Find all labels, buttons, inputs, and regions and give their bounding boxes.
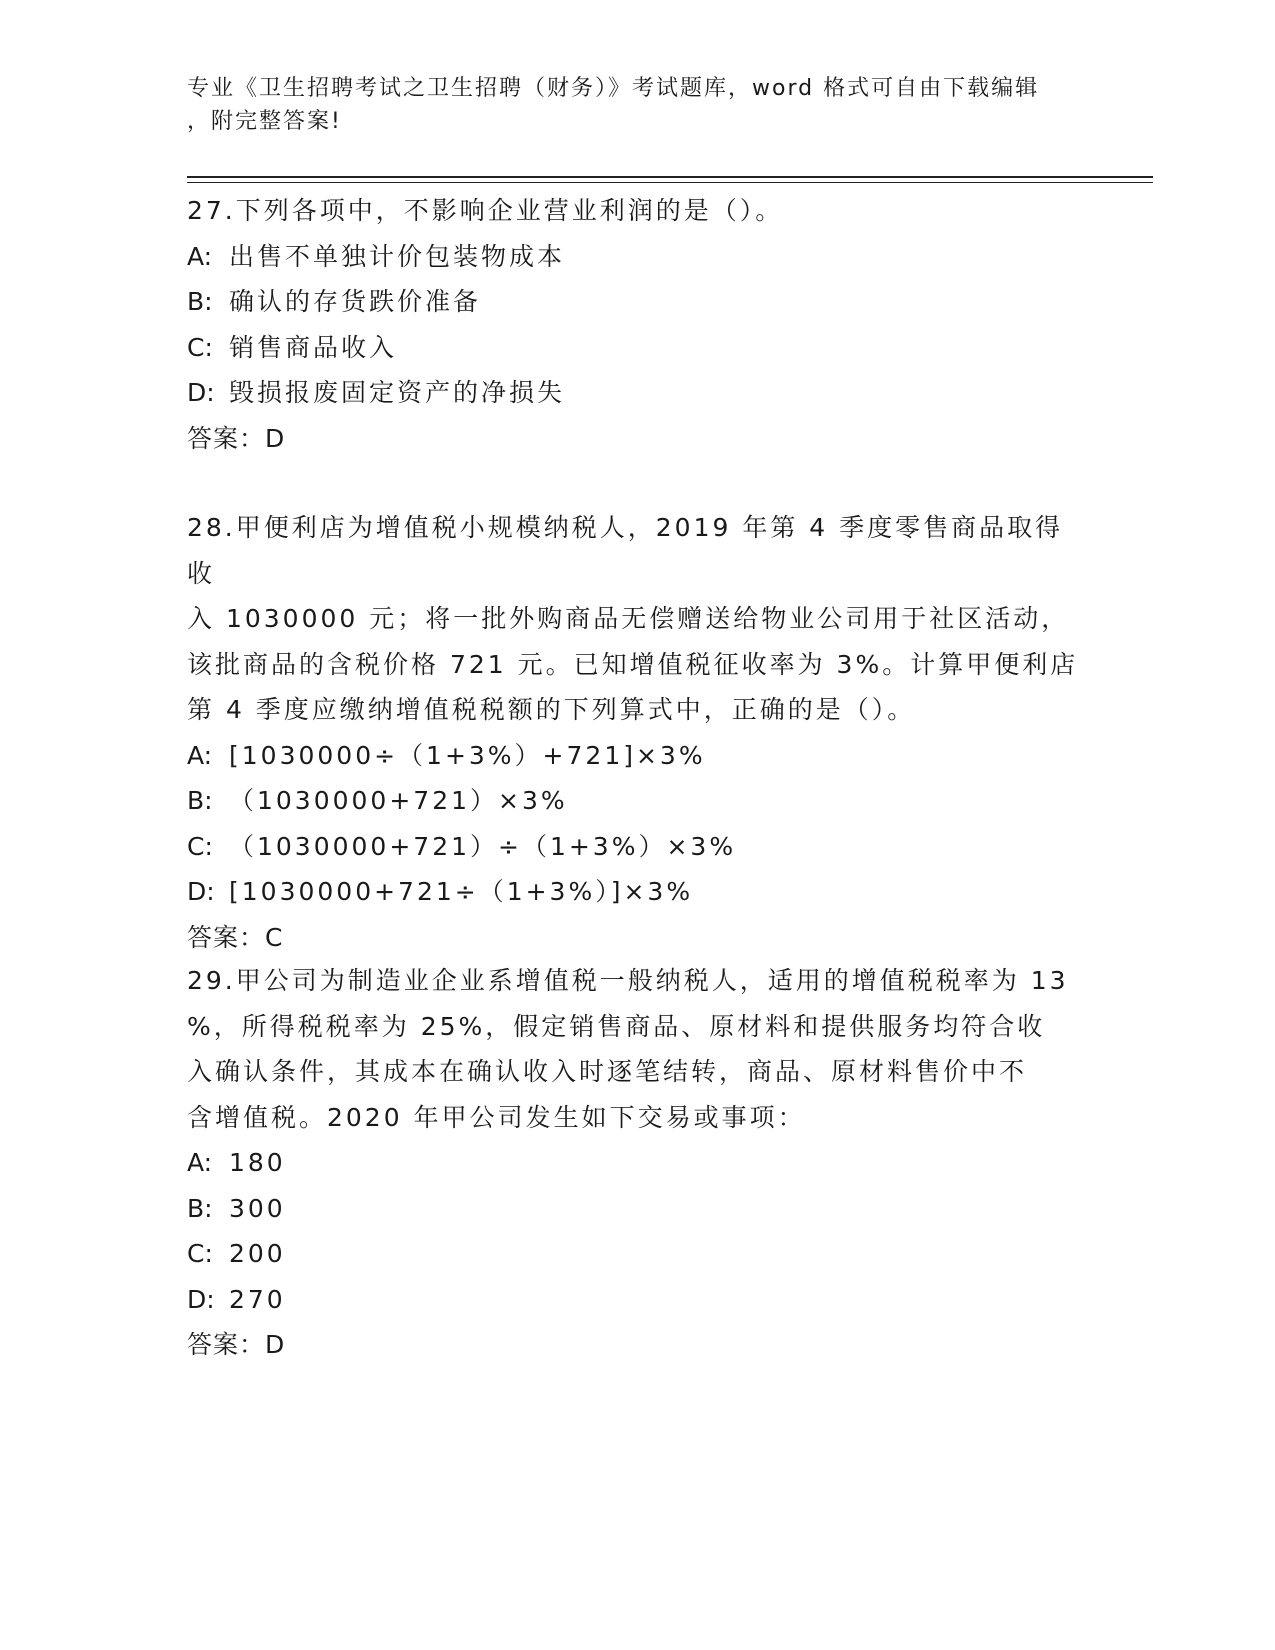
document-header bbox=[187, 72, 1067, 138]
option-text: 300 bbox=[229, 1193, 286, 1223]
option-d bbox=[187, 370, 1087, 416]
option-a bbox=[187, 234, 1087, 280]
question-stem-line: 该批商品的含税价格 721 元。已知增值税征收率为 3%。计算甲便利店 bbox=[187, 649, 1079, 679]
question-stem-line: 28.甲便利店为增值税小规模纳税人，2019 年第 4 季度零售商品取得收 bbox=[187, 513, 1064, 588]
question-stem-line: 入确认条件，其成本在确认收入时逐笔结转，商品、原材料售价中不 bbox=[187, 1057, 1028, 1086]
header-divider-thin bbox=[187, 182, 1153, 183]
option-text: 出售不单独计价包装物成本 bbox=[229, 241, 566, 271]
header-line-2: ，附完整答案! bbox=[187, 109, 342, 134]
option-text: （1030000+721）×3% bbox=[229, 786, 568, 815]
question-stem-line: 含增值税。2020 年甲公司发生如下交易或事项： bbox=[187, 1102, 806, 1132]
option-c bbox=[187, 824, 1087, 870]
question-stem-line: 第 4 季度应缴纳增值税税额的下列算式中，正确的是（）。 bbox=[187, 695, 916, 724]
question-29 bbox=[187, 958, 1087, 1368]
option-label: D: bbox=[187, 877, 215, 906]
question-stem: 27.下列各项中，不影响企业营业利润的是（）。 bbox=[187, 196, 784, 225]
option-text: 180 bbox=[229, 1148, 286, 1177]
question-stem-line: 入 1030000 元；将一批外购商品无偿赠送给物业公司用于社区活动， bbox=[187, 604, 1070, 633]
question-stem-line: %，所得税税率为 25%，假定销售商品、原材料和提供服务均符合收 bbox=[187, 1011, 1046, 1041]
option-label: B: bbox=[187, 287, 213, 316]
option-label: B: bbox=[187, 786, 213, 815]
header-line-1: 专业《卫生招聘考试之卫生招聘（财务）》考试题库，word 格式可自由下载编辑 bbox=[187, 76, 1040, 101]
option-label: B: bbox=[187, 1193, 213, 1223]
option-text: 200 bbox=[229, 1239, 286, 1268]
option-b bbox=[187, 778, 1087, 824]
option-label: A: bbox=[187, 241, 213, 271]
option-b bbox=[187, 1186, 1087, 1232]
question-27 bbox=[187, 188, 1087, 461]
option-text: 270 bbox=[229, 1284, 286, 1314]
question-28 bbox=[187, 505, 1087, 960]
option-label: A: bbox=[187, 740, 213, 770]
option-text: 毁损报废固定资产的净损失 bbox=[229, 378, 566, 407]
option-label: D: bbox=[187, 1284, 215, 1314]
answer-line: 答案：C bbox=[187, 922, 284, 952]
option-text: [1030000÷（1+3%）+721]×3% bbox=[229, 740, 706, 770]
option-label: C: bbox=[187, 1239, 213, 1268]
answer-line: 答案：D bbox=[187, 423, 286, 453]
option-text: （1030000+721）÷（1+3%）×3% bbox=[229, 831, 737, 861]
option-a bbox=[187, 733, 1087, 779]
option-text: [1030000+721÷（1+3%）]×3% bbox=[229, 877, 694, 906]
header-divider-thick bbox=[187, 176, 1153, 178]
option-label: C: bbox=[187, 831, 213, 861]
answer-line: 答案：D bbox=[187, 1330, 286, 1359]
option-a bbox=[187, 1140, 1087, 1186]
question-stem-line: 29.甲公司为制造业企业系增值税一般纳税人，适用的增值税税率为 13 bbox=[187, 966, 1069, 995]
option-text: 销售商品收入 bbox=[229, 332, 398, 362]
option-c bbox=[187, 325, 1087, 371]
option-text: 确认的存货跌价准备 bbox=[229, 287, 482, 316]
option-label: A: bbox=[187, 1148, 213, 1177]
option-d bbox=[187, 869, 1087, 915]
option-b bbox=[187, 279, 1087, 325]
option-d bbox=[187, 1277, 1087, 1323]
option-label: D: bbox=[187, 378, 215, 407]
option-c bbox=[187, 1231, 1087, 1277]
option-label: C: bbox=[187, 332, 213, 362]
